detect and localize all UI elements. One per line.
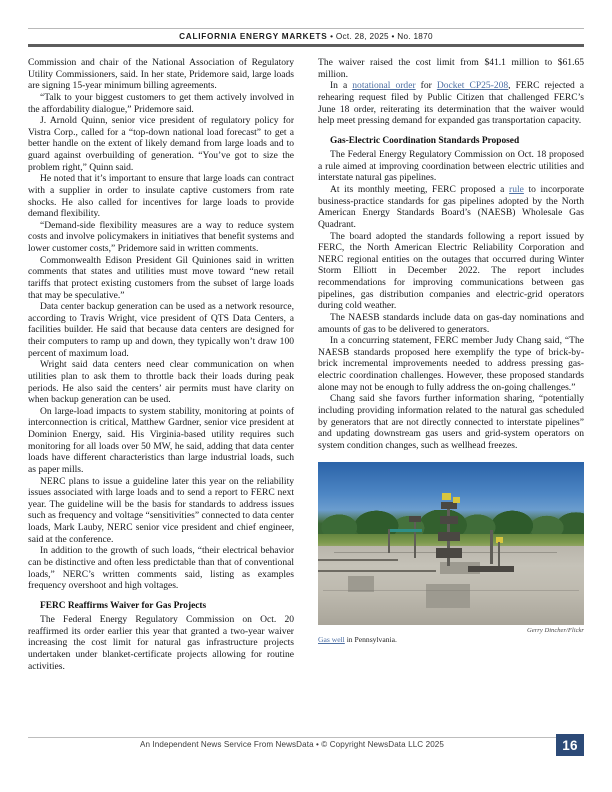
notational-order-link[interactable]: notational order (352, 80, 416, 92)
text-fragment: to incorporate business-practice standards for gas pipelines adopted by the North American Energy Standards Board’s (NAESB) Wholesale Gas Quadrant. (318, 184, 585, 230)
photo-riser-rear (414, 520, 416, 558)
photo-caption (318, 635, 584, 644)
photo-concrete-base-left (348, 576, 374, 592)
paragraph: Wright said data centers need clear communication on when utilities plan to ask them to throttle back their loads during peak periods. He also said the centers’ air permits must have clarity on when backup generation can be used. (28, 359, 294, 406)
photo-concrete-base-center (426, 584, 470, 608)
photo-riser-right (498, 542, 500, 568)
text-fragment: At its monthly meeting, FERC proposed a (330, 184, 510, 196)
photo-concrete-pad (318, 546, 584, 625)
text-fragment: for (415, 80, 437, 92)
paragraph: J. Arnold Quinn, senior vice president of regulatory policy for Vistra Corp., called for a “top-down national load forecast” to get a better handle on the extent of likely demand from large loads and to guard against overbuilding of generation. “You’ve got to size the problem right,” Quinn said. (28, 115, 294, 173)
paragraph: “Demand-side flexibility measures are a way to reduce system costs and involve policymakers in initiatives that benefit systems and lower customer costs,” Pridemore said in written comments. (28, 219, 294, 254)
paragraph: The waiver raised the cost limit from $41.1 million to $61.65 million. (318, 57, 584, 80)
paragraph: The board adopted the standards following a report issued by FERC, the North American Electric Reliability Corporation and NERC regional entities on the outages that occurred during Winter Storm Elliott in December 2022. The report includes recommendations for improving communications between gas pipelines, gas distribution companies and electric-grid operators during cold weather. (318, 230, 584, 312)
paragraph: NERC plans to issue a guideline later this year on the reliability issues associated with large loads and to send a report to FERC next year. The guideline will be the basis for standards to address issues such as frequency and voltage “sensitivities” connected to data center loads, Mark Lauby, NERC senior vice president and chief engineer, said at the conference. (28, 475, 294, 545)
page-header (28, 28, 584, 47)
header-bottom-rule (28, 44, 584, 47)
footer-rule (28, 737, 556, 738)
footer-credit-line: An Independent News Service From NewsData • © Copyright NewsData LLC 2025 (139, 740, 444, 749)
gas-well-link[interactable]: Gas well (318, 635, 345, 645)
paragraph: On large-load impacts to system stability, monitoring at points of interconnection is critical, Matthew Gardner, senior vice president at Dominion Energy, said. His Virginia-based utility requires such monitoring for all loads over 50 MW, he said, adding that data center loads have different characteristics than large industrial loads, such as paper mills. (28, 405, 294, 475)
photo-pipe-horizontal-upper (318, 559, 398, 561)
photo-pipe-horizontal-lower (318, 570, 436, 572)
page-number-badge: 16 (556, 734, 584, 756)
paragraph-with-links (318, 80, 584, 127)
header-issue-date: Oct. 28, 2025 (335, 32, 389, 41)
photo-wellhead-flange (436, 548, 462, 558)
section-subhead-ferc-waiver: FERC Reaffirms Waiver for Gas Projects (40, 600, 207, 611)
article-columns (28, 57, 584, 725)
header-separator-2: • (388, 32, 398, 41)
text-fragment: In a (330, 80, 353, 92)
paragraph: Data center backup generation can be used as a network resource, according to Travis Wright, vice president of QTS Data Centers, a facilities builder. He said that because data centers are designed for their computers to ramp up and down, they typically won’t draw 100 percent of maximum load. (28, 301, 294, 359)
paragraph-with-links (318, 184, 584, 231)
section-subhead-gas-electric: Gas-Electric Coordination Standards Proposed (330, 135, 520, 146)
photo-wellhead-valve-top (441, 502, 457, 509)
header-issue-number: No. 1870 (397, 32, 433, 41)
photo-credit: Gerry Dincher/Flickr (527, 627, 584, 635)
paragraph: In addition to the growth of such loads, “their electrical behavior can be distinctive and often less predictable than that of conventional loads,” NERC’s written comments said, listing as examples frequency overshoot and high voltages. (28, 545, 294, 592)
paragraph: Commonwealth Edison President Gil Quiniones said in written comments that states and utilities must move toward “new retail tariffs that protect existing customers from the subset of large loads that may be speculative.” (28, 254, 294, 301)
gas-well-photo (318, 462, 584, 625)
text-fragment: , FERC rejected a rehearing request filed by Public Citizen that challenged FERC’s June 18 order, reiterating its determination that the waiver would help meet pressing demand for expanded gas transportation capacity. (318, 80, 584, 127)
photo-post-right (490, 530, 493, 564)
photo-teal-pipe (388, 529, 422, 532)
left-column (28, 57, 294, 672)
photo-wellhead-valve-low (438, 532, 460, 541)
caption-text: in Pennsylvania. (344, 635, 397, 645)
paragraph: He noted that it’s important to ensure that large loads can contract with a supplier in order to insulate captive customers from rate shocks. He also called for incentives for large loads to provide demand flexibility. (28, 173, 294, 220)
paragraph: Commission and chair of the National Association of Regulatory Utility Commissioners, said. In her state, Pridemore said, large loads are signing 15-year minimum billing agreements. (28, 57, 294, 92)
header-separator-1: • (327, 32, 336, 41)
photo-wellhead-rear (409, 516, 421, 522)
right-column (318, 57, 584, 645)
photo-yellow-valve-second (453, 497, 460, 503)
paragraph: The NAESB standards include data on gas-day nominations and amounts of gas to be delivered to generators. (318, 311, 584, 335)
paragraph: Chang said she favors further information sharing, “potentially including providing information related to the natural gas scheduled by generators that are not directly connected to interstate pipelines” and updating downstream gas users and grid-system operators on system condition changes, such as wellhead freezes. (318, 393, 584, 451)
page-footer (28, 737, 584, 757)
publication-title: CALIFORNIA ENERGY MARKETS (179, 32, 328, 41)
photo-manifold-right (468, 566, 514, 572)
photo-riser-teal (388, 529, 390, 553)
photo-wellhead-valve-mid (440, 516, 458, 524)
photo-block (318, 462, 584, 644)
paragraph: The Federal Energy Regulatory Commission on Oct. 18 proposed a rule aimed at improving coordination between electric utilities and interstate natural gas pipelines. (318, 149, 584, 184)
paragraph: The Federal Energy Regulatory Commission on Oct. 20 reaffirmed its order earlier this year that granted a two-year waiver increasing the cost limit for natural gas infrastructure projects undertaken under blanket-certificate projects allowing for routine activities. (28, 614, 294, 672)
docket-cp25-208-link[interactable]: Docket CP25-208 (436, 80, 509, 92)
rule-link[interactable]: rule (509, 184, 524, 196)
paragraph: “Talk to your biggest customers to get them actively involved in the affordability dialogue,” Pridemore said. (28, 91, 294, 115)
photo-yellow-valve-top (442, 493, 451, 500)
paragraph: In a concurring statement, FERC member Judy Chang said, “The NAESB standards proposed here exemplify the type of brick-by-brick incremental improvements needed to address pressing gas-electric coordination challenges. However, these proposed standards alone may not be enough to fully address the on-going challenges.” (318, 335, 584, 393)
header-running-head (28, 29, 584, 44)
